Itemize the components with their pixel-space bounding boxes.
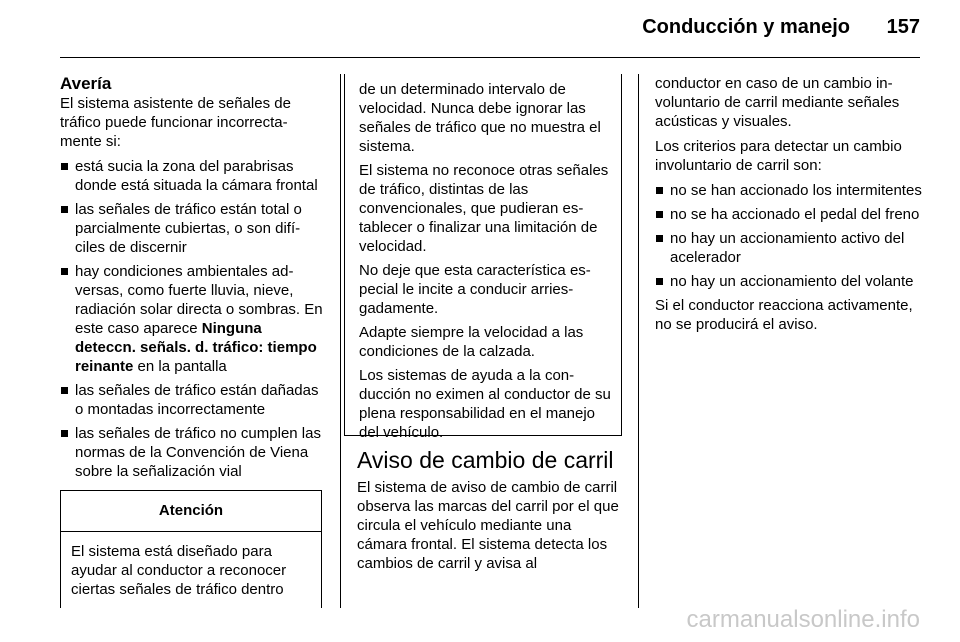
list-item: no se ha accionado el pedal del freno: [655, 205, 923, 224]
attention-paragraph: Adapte siempre la velocidad a las condiciones de la calzada.: [359, 324, 584, 360]
list-item: está sucia la zona del parabrisas donde está situada la cámara frontal: [60, 157, 324, 195]
column-divider: [638, 74, 639, 608]
list-item-text: hay condiciones ambientales adversas, como fuerte lluvia, nieve, radiación solar directa o sombras.: [75, 263, 301, 318]
lane-warning-text: El sistema de aviso de cambio de carril observa las marcas del carril por el que circula el vehículo mediante una cámara frontal. El sistema detecta los cambios de carril y avisa al: [357, 479, 619, 572]
attention-text: El sistema está diseñado para ayudar al conductor a reconocer ciertas señales de tráfico dentro: [71, 543, 287, 598]
attention-paragraph: El sistema no reconoce otras señales de tráfico, distintas de las convencionales, que pudieran establecer o finalizar una limitación de velocidad.: [359, 162, 609, 255]
attention-box-continued: [344, 74, 622, 441]
fault-intro: El sistema asistente de señales de tráfico puede funcionar incorrectamente si:: [60, 95, 291, 150]
attention-box: [60, 490, 322, 608]
list-item: no se han accionado los intermitentes: [655, 181, 923, 200]
lane-warning-section: [357, 446, 625, 579]
list-item: las señales de tráfico no cumplen las normas de la Convención de Viena sobre la señalización vial: [60, 424, 324, 481]
header-divider: [60, 57, 920, 58]
list-item: las señales de tráfico están total o parcialmente cubiertas, o son difíciles de discernir: [60, 200, 324, 257]
attention-title: Atención: [61, 491, 321, 532]
page-number: 157: [886, 16, 920, 38]
paragraph: conductor en caso de un cambio involuntario de carril mediante señales acústicas y visuales.: [655, 75, 900, 130]
criteria-list: [655, 181, 923, 291]
list-item: las señales de tráfico están dañadas o montadas incorrectamente: [60, 381, 324, 419]
column-divider: [340, 74, 341, 608]
list-item-note: En este caso aparece: [75, 301, 323, 337]
attention-paragraph: de un determinado intervalo de velocidad. Nunca debe ignorar las señales de tráfico que no muestra el sistema.: [359, 81, 601, 155]
paragraph: Los criterios para detectar un cambio involuntario de carril son:: [655, 138, 902, 174]
section-title: Conducción y manejo: [642, 16, 850, 38]
fault-list: [60, 157, 324, 481]
list-item: no hay un accionamiento del volante: [655, 272, 923, 291]
watermark: carmanualsonline.info: [686, 606, 920, 633]
column-3: [655, 74, 923, 340]
page-header: [0, 0, 960, 60]
paragraph: Si el conductor reacciona activamente, no se producirá el aviso.: [655, 297, 913, 333]
column-1: [60, 74, 324, 486]
fault-heading: Avería: [60, 74, 112, 93]
display-message: Ninguna deteccn. señals. d. tráfico: tiempo reinante: [75, 320, 317, 375]
list-item-note-end: en la pantalla: [133, 358, 227, 375]
list-item: [60, 262, 324, 376]
list-item: no hay un accionamiento activo del acelerador: [655, 229, 923, 267]
attention-paragraph: Los sistemas de ayuda a la conducción no eximen al conductor de su plena responsabilidad en el manejo del vehículo.: [359, 367, 611, 441]
attention-paragraph: No deje que esta característica especial le incite a conducir arriesgadamente.: [359, 262, 591, 317]
lane-warning-heading: Aviso de cambio de carril: [357, 447, 614, 473]
